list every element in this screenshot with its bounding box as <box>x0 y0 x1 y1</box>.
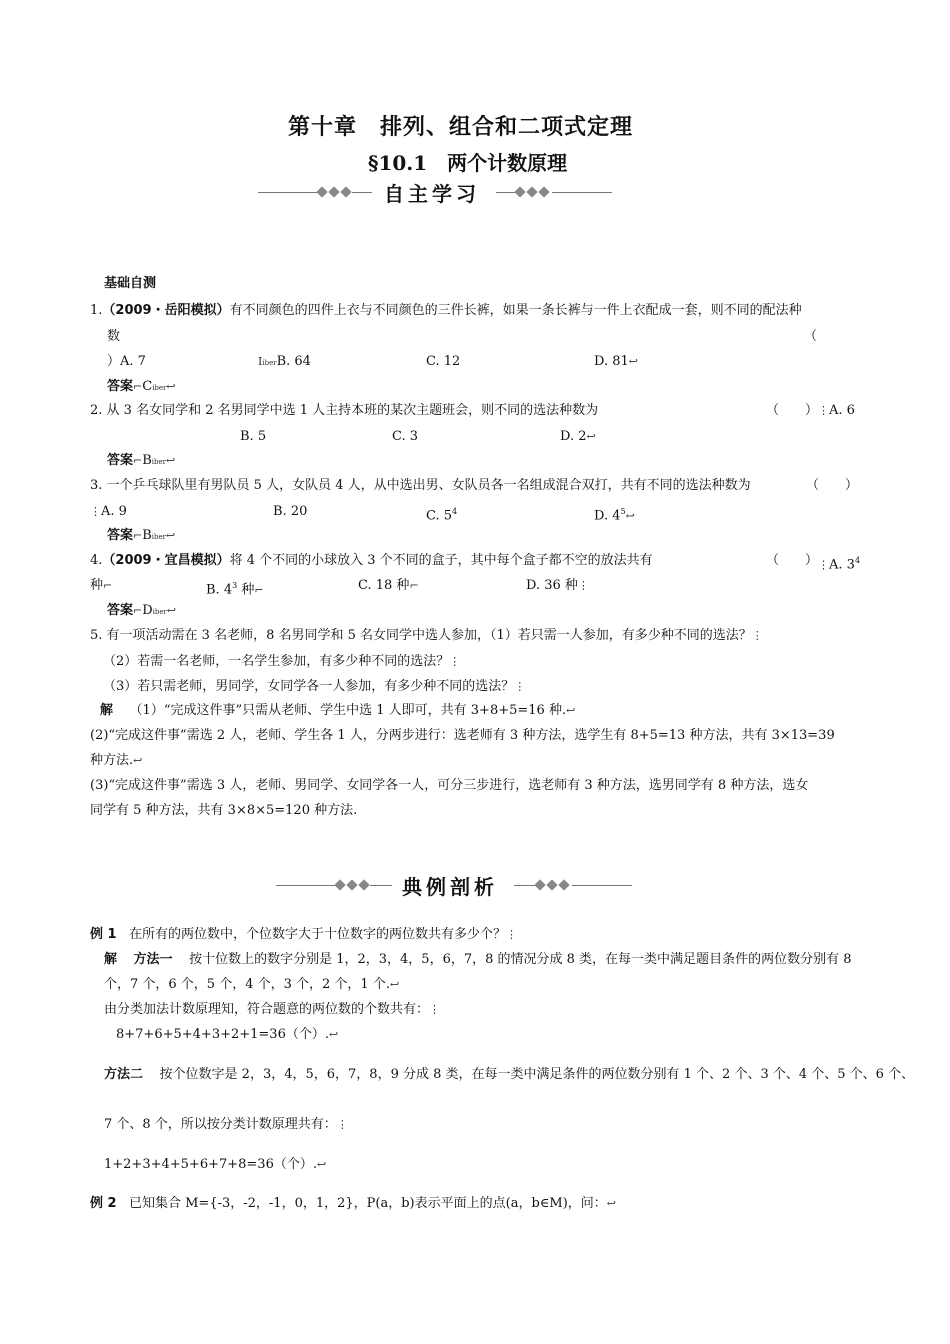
q5-sub2: （2）若需一名老师，一名学生参加，有多少种不同的选法？⋮ <box>103 654 461 669</box>
banner-title: 自主学习 <box>384 182 480 206</box>
q5-solution-2b: 种方法.↩ <box>90 753 143 768</box>
q4-option-a-tail: 种⌐ <box>90 578 113 593</box>
q5-sub3: （3）若只需老师，男同学，女同学各一人参加，有多少种不同的选法？⋮ <box>103 679 526 694</box>
q5-solution-3b: 同学有 5 种方法，共有 3×8×5=120 种方法. <box>90 803 358 818</box>
q1-option-b: IiberB. 64 <box>258 354 311 369</box>
example1-method1-d: 8+7+6+5+4+3+2+1=36（个）.↩ <box>116 1027 339 1042</box>
q2-option-b: B. 5 <box>240 429 267 444</box>
q4-text: 4.（2009・宜昌模拟）将 4 个不同的小球放入 3 个不同的盒子，其中每个盒子都不空的放法共有 <box>90 553 653 568</box>
q3-option-a: ⋮A. 9 <box>90 504 127 519</box>
q1-paren: （ <box>804 329 818 344</box>
q1-option-d: D. 81↩ <box>594 354 638 369</box>
q3-answer: 答案⌐Biber↩ <box>107 528 176 543</box>
subhead-basic-test: 基础自测 <box>104 276 157 291</box>
example1-method2-a: 方法二 按个位数字是 2，3，4，5，6，7，8，9 分成 8 类，在每一类中满足条件的两位数分别有 1 个、2 个、3 个、4 个、5 个、6 个、 <box>104 1067 915 1082</box>
q5-text: 5. 有一项活动需在 3 名老师，8 名男同学和 5 名女同学中选人参加，（1）若只需一人参加，有多少种不同的选法？⋮ <box>90 628 763 643</box>
q2-paren: （ ） <box>766 403 819 418</box>
chapter-title: 第十章 排列、组合和二项式定理 <box>288 114 634 140</box>
q4-option-a: ⋮A. $3^4$ <box>818 556 861 573</box>
q4-option-c: C. 18 种⌐ <box>358 578 419 593</box>
q5-solution-1: 解 （1）“完成这件事”只需从老师、学生中选 1 人即可，共有 3+8+5=16 种.↩ <box>100 703 576 718</box>
example1-method1-b: 个，7 个，6 个，5 个，4 个，3 个，2 个，1 个.↩ <box>104 977 400 992</box>
example1-method2-b: 7 个、8 个，所以按分类计数原理共有：⋮ <box>104 1117 348 1132</box>
q2-answer: 答案⌐Biber↩ <box>107 453 176 468</box>
q4-paren: （ ） <box>766 553 819 568</box>
q2-text: 2. 从 3 名女同学和 2 名男同学中选 1 人主持本班的某次主题班会，则不同的选法种数为 <box>90 403 599 418</box>
q3-option-c: C. $5^4$ <box>426 507 458 524</box>
q4-option-b: B. $4^3$ 种⌐ <box>206 581 264 598</box>
q1-line1: 1.（2009・岳阳模拟）有不同颜色的四件上衣与不同颜色的三件长裤，如果一条长裤与一件上衣配成一套，则不同的配法种 <box>90 303 802 318</box>
example2-question: 例 2 已知集合 M={-3，-2，-1，0，1，2}，P(a，b)表示平面上的点(a，b∈M)，问：↩ <box>90 1196 616 1211</box>
q2-option-a: ⋮A. 6 <box>818 403 855 418</box>
q2-option-c: C. 3 <box>392 429 419 444</box>
q3-option-b: B. 20 <box>273 504 308 519</box>
q1-option-c: C. 12 <box>426 354 461 369</box>
example1-method1-c: 由分类加法计数原理知，符合题意的两位数的个数共有：⋮ <box>104 1002 441 1017</box>
banner-title: 典例剖析 <box>402 875 498 899</box>
q4-answer: 答案⌐Diber↩ <box>107 603 177 618</box>
q5-solution-3a: (3)“完成这件事”需选 3 人，老师、男同学、女同学各一人，可分三步进行，选老师有 3 种方法，选男同学有 8 种方法，选女 <box>90 778 809 793</box>
example1-method2-c: 1+2+3+4+5+6+7+8=36（个）.↩ <box>104 1157 327 1172</box>
q2-option-d: D. 2↩ <box>560 429 596 444</box>
q1-option-a: ）A. 7 <box>107 354 146 369</box>
q3-option-d: D. $4^5↩$ <box>594 507 635 524</box>
q1-line2: 数 <box>107 329 121 344</box>
q4-option-d: D. 36 种⋮ <box>526 578 589 593</box>
section-title: §10.1 两个计数原理 <box>368 151 568 175</box>
q5-solution-2a: (2)“完成这件事”需选 2 人，老师、学生各 1 人，分两步进行：选老师有 3 种方法，选学生有 8+5=13 种方法，共有 3×13=39 <box>90 728 835 743</box>
example1-question: 例 1 在所有的两位数中，个位数字大于十位数字的两位数共有多少个？⋮ <box>90 927 517 942</box>
q1-answer: 答案⌐Ciber↩ <box>107 379 176 394</box>
q3-paren: （ ） <box>806 478 859 493</box>
q3-text: 3. 一个乒乓球队里有男队员 5 人，女队员 4 人，从中选出男、女队员各一名组成混合双打，共有不同的选法种数为 <box>90 478 751 493</box>
example1-method1-a: 解 方法一 按十位数上的数字分别是 1，2，3，4，5，6，7，8 的情况分成 8 类，在每一类中满足题目条件的两位数分别有 8 <box>104 952 852 967</box>
